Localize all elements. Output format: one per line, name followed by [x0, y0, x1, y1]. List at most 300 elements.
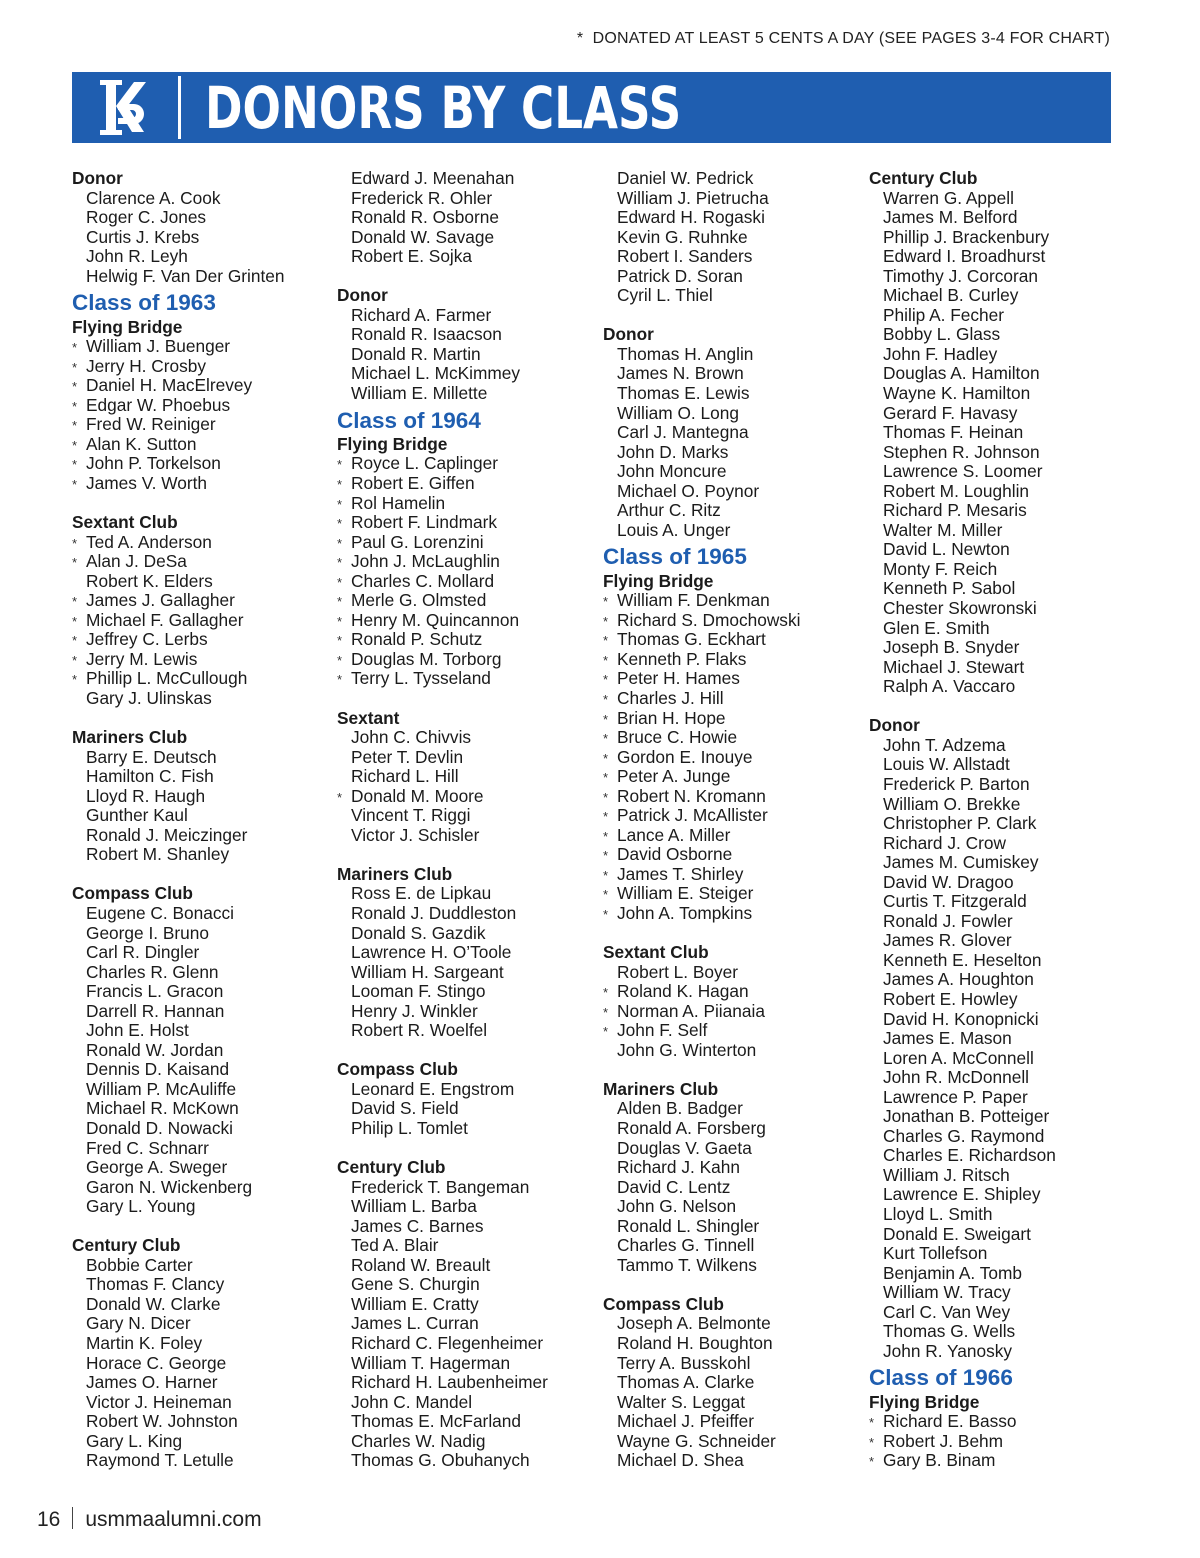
- donor-name-text: Donald W. Savage: [351, 226, 495, 247]
- donor-name-text: Lawrence E. Shipley: [883, 1184, 1041, 1205]
- column-3: [603, 169, 853, 1471]
- asterisk-icon: *: [337, 613, 343, 629]
- donor-name-text: Robert M. Shanley: [86, 844, 230, 865]
- donor-name-text: Wayne G. Schneider: [617, 1430, 776, 1451]
- donor-name: [337, 943, 587, 963]
- donor-name-text: Paul G. Lorenzini: [351, 531, 484, 552]
- page-title: DONORS BY CLASS: [205, 74, 682, 142]
- donor-name-text: Terry A. Busskohl: [617, 1352, 751, 1373]
- donor-name: [72, 572, 322, 592]
- donor-name: [603, 286, 853, 306]
- donor-name-text: William O. Brekke: [883, 793, 1021, 814]
- section-heading: Sextant: [337, 707, 400, 728]
- asterisk-icon: *: [337, 789, 343, 805]
- donor-name-text: Ted A. Anderson: [86, 531, 212, 552]
- asterisk-icon: *: [603, 828, 609, 844]
- donor-name: [337, 884, 587, 904]
- donor-name-text: Loren A. McConnell: [883, 1047, 1034, 1068]
- banner-divider: [178, 76, 181, 139]
- donor-name-text: Ralph A. Vaccaro: [883, 676, 1016, 697]
- donor-name: [869, 540, 1119, 560]
- donor-name-text: Lawrence P. Paper: [883, 1086, 1028, 1107]
- asterisk-icon: *: [603, 652, 609, 668]
- donor-name: [72, 1275, 322, 1295]
- donor-name-starred: [72, 611, 322, 631]
- asterisk-icon: *: [603, 848, 609, 864]
- page-footer: [37, 1507, 262, 1532]
- donor-name: [869, 873, 1119, 893]
- donor-name: [72, 982, 322, 1002]
- donor-name-text: Alan K. Sutton: [86, 433, 197, 454]
- donor-name-text: James R. Glover: [883, 930, 1012, 951]
- donor-name: [603, 267, 853, 287]
- asterisk-icon: *: [869, 1434, 875, 1450]
- asterisk-icon: *: [603, 809, 609, 825]
- donor-name-text: Cyril L. Thiel: [617, 285, 713, 306]
- donor-name: [603, 169, 853, 189]
- donor-name-text: Ronald L. Shingler: [617, 1215, 760, 1236]
- donor-name-text: Ronald J. Meiczinger: [86, 824, 248, 845]
- class-year-heading: Class of 1965: [603, 544, 747, 570]
- donor-name-starred: [603, 904, 853, 924]
- donor-name-starred: [337, 650, 587, 670]
- donor-name: [337, 1393, 587, 1413]
- donor-name-text: Robert J. Behm: [883, 1430, 1004, 1451]
- donor-name-text: Peter H. Hames: [617, 668, 740, 689]
- donor-name: [337, 364, 587, 384]
- donor-name: [869, 1127, 1119, 1147]
- asterisk-icon: *: [72, 457, 78, 473]
- donor-name-text: Arthur C. Ritz: [617, 500, 721, 521]
- donor-name: [72, 1354, 322, 1374]
- donor-name-text: William T. Hagerman: [351, 1352, 511, 1373]
- donor-name: [72, 1373, 322, 1393]
- donor-name-text: Raymond T. Letulle: [86, 1450, 234, 1471]
- donor-name-text: Roland H. Boughton: [617, 1333, 773, 1354]
- donor-name-text: Ronald J. Fowler: [883, 910, 1013, 931]
- asterisk-icon: *: [576, 30, 584, 47]
- donor-name-text: James N. Brown: [617, 363, 744, 384]
- donor-name-starred: [72, 396, 322, 416]
- donor-name-text: John Moncure: [617, 461, 727, 482]
- donor-name: [337, 1373, 587, 1393]
- donor-name: [337, 767, 587, 787]
- donor-name-text: Lloyd L. Smith: [883, 1203, 993, 1224]
- donor-name: [337, 1217, 587, 1237]
- donor-name-starred: [72, 591, 322, 611]
- donor-name: [337, 904, 587, 924]
- donor-name-text: Looman F. Stingo: [351, 981, 486, 1002]
- donor-name-text: John F. Hadley: [883, 343, 998, 364]
- section-heading: Mariners Club: [603, 1078, 719, 1099]
- donor-name: [337, 1002, 587, 1022]
- donor-name-text: Robert M. Loughlin: [883, 480, 1030, 501]
- donor-name-text: John C. Chivvis: [351, 727, 472, 748]
- donor-name: [603, 1236, 853, 1256]
- donor-name-text: Douglas V. Gaeta: [617, 1137, 752, 1158]
- asterisk-icon: *: [72, 613, 78, 629]
- donor-name-starred: [72, 630, 322, 650]
- asterisk-icon: *: [72, 633, 78, 649]
- donor-name-text: Carl C. Van Wey: [883, 1301, 1011, 1322]
- donor-name-text: Henry M. Quincannon: [351, 609, 520, 630]
- donor-name: [337, 1236, 587, 1256]
- donor-name-text: Phillip J. Brackenbury: [883, 226, 1050, 247]
- spacer: [337, 1041, 587, 1061]
- donor-name: [72, 689, 322, 709]
- asterisk-icon: *: [603, 789, 609, 805]
- section-heading: Sextant Club: [72, 512, 178, 533]
- donor-name-text: Louis A. Unger: [617, 519, 731, 540]
- donor-name-text: Douglas M. Torborg: [351, 648, 502, 669]
- donor-name-text: Kevin G. Ruhnke: [617, 226, 748, 247]
- donor-name: [72, 1002, 322, 1022]
- donor-name-text: Peter T. Devlin: [351, 746, 464, 767]
- donor-name-text: Lawrence S. Loomer: [883, 461, 1043, 482]
- donor-name: [869, 775, 1119, 795]
- donor-name: [869, 795, 1119, 815]
- donor-name: [603, 228, 853, 248]
- donor-name-text: Ronald A. Forsberg: [617, 1118, 766, 1138]
- donor-name-starred: [603, 591, 853, 611]
- donor-name-starred: [603, 650, 853, 670]
- donor-name-text: Douglas A. Hamilton: [883, 363, 1040, 384]
- donor-name-text: Daniel W. Pedrick: [617, 168, 754, 188]
- donor-name-text: Michael F. Gallagher: [86, 609, 244, 630]
- asterisk-icon: *: [72, 340, 78, 356]
- donor-name: [72, 1021, 322, 1041]
- donor-name: [72, 1080, 322, 1100]
- section-heading: Flying Bridge: [72, 316, 183, 337]
- donor-name: [869, 306, 1119, 326]
- donor-name-text: Merle G. Olmsted: [351, 590, 487, 611]
- donor-name: [337, 1197, 587, 1217]
- donor-name-text: Donald R. Martin: [351, 343, 481, 364]
- section-heading: Flying Bridge: [603, 570, 714, 591]
- donor-name-text: Charles W. Nadig: [351, 1430, 486, 1451]
- donor-name-text: David C. Lentz: [617, 1176, 731, 1197]
- spacer: [603, 306, 853, 326]
- donor-name-text: Chester Skowronski: [883, 598, 1037, 619]
- donor-name: [72, 267, 322, 287]
- donor-name: [72, 1197, 322, 1217]
- section-heading: Sextant Club: [603, 942, 709, 963]
- donor-name: [72, 1158, 322, 1178]
- donor-name-text: David W. Dragoo: [883, 871, 1014, 892]
- donor-name-starred: [72, 533, 322, 553]
- section-heading: Donor: [603, 324, 654, 345]
- donor-name-text: William J. Ritsch: [883, 1164, 1010, 1185]
- asterisk-icon: *: [603, 867, 609, 883]
- asterisk-icon: *: [72, 476, 78, 492]
- donor-name-text: John A. Tompkins: [617, 902, 753, 923]
- donor-name-text: Robert L. Boyer: [617, 961, 739, 982]
- page-number: 16: [37, 1508, 61, 1531]
- donor-name-text: Thomas A. Clarke: [617, 1372, 755, 1393]
- donor-name: [337, 189, 587, 209]
- donor-name: [869, 228, 1119, 248]
- donor-name: [72, 1393, 322, 1413]
- donor-name: [72, 1451, 322, 1471]
- donor-name-starred: [337, 669, 587, 689]
- asterisk-icon: *: [603, 613, 609, 629]
- donor-name: [869, 364, 1119, 384]
- donor-name-text: Richard A. Farmer: [351, 304, 492, 325]
- donor-name-text: James E. Mason: [883, 1028, 1012, 1049]
- asterisk-icon: *: [337, 594, 343, 610]
- asterisk-icon: *: [72, 359, 78, 375]
- donor-name: [603, 1412, 853, 1432]
- donor-name: [603, 1099, 853, 1119]
- donor-name-text: Norman A. Piianaia: [617, 1000, 765, 1021]
- donor-name: [603, 1373, 853, 1393]
- donor-name-text: Kenneth P. Flaks: [617, 648, 747, 669]
- donor-name-text: Edward I. Broadhurst: [883, 246, 1046, 267]
- donor-name-text: Michael B. Curley: [883, 285, 1019, 306]
- donor-name-starred: [337, 630, 587, 650]
- donor-name-starred: [603, 884, 853, 904]
- asterisk-icon: *: [72, 535, 78, 551]
- asterisk-icon: *: [603, 1024, 609, 1040]
- donor-name-text: Thomas E. McFarland: [351, 1411, 521, 1432]
- donor-name-text: Richard J. Crow: [883, 832, 1006, 853]
- donor-name-starred: [603, 728, 853, 748]
- donor-name-text: John P. Torkelson: [86, 453, 221, 474]
- donor-name-starred: [603, 767, 853, 787]
- donor-name-text: David Osborne: [617, 844, 733, 865]
- donor-name-text: Michael L. McKimmey: [351, 363, 521, 384]
- donor-name-starred: [337, 787, 587, 807]
- donor-name: [337, 1021, 587, 1041]
- donor-name-text: Clarence A. Cook: [86, 187, 221, 208]
- donor-name-text: Victor J. Heineman: [86, 1391, 232, 1412]
- donor-name-starred: [72, 552, 322, 572]
- donor-name-text: Barry E. Deutsch: [86, 746, 217, 767]
- donor-name-starred: [337, 474, 587, 494]
- donor-name: [869, 208, 1119, 228]
- donor-name: [869, 482, 1119, 502]
- asterisk-icon: *: [603, 633, 609, 649]
- donor-name: [603, 521, 853, 541]
- donor-name: [869, 404, 1119, 424]
- donor-name: [337, 247, 587, 267]
- donor-name-text: Gary L. King: [86, 1430, 183, 1451]
- asterisk-icon: *: [72, 652, 78, 668]
- donor-name: [337, 1334, 587, 1354]
- donor-name: [72, 1295, 322, 1315]
- donor-name: [869, 1322, 1119, 1342]
- donor-name: [337, 1119, 587, 1139]
- donor-name: [869, 325, 1119, 345]
- donor-name: [72, 748, 322, 768]
- donor-name-text: Helwig F. Van Der Grinten: [86, 265, 285, 286]
- donor-name-text: Jeffrey C. Lerbs: [86, 629, 208, 650]
- donor-name-text: Bruce C. Howie: [617, 727, 738, 748]
- donor-name: [869, 1342, 1119, 1362]
- section-heading: Mariners Club: [72, 727, 188, 748]
- donor-name: [603, 1158, 853, 1178]
- donor-name-text: William F. Denkman: [617, 590, 770, 611]
- donor-name: [603, 1217, 853, 1237]
- donor-name-text: Patrick D. Soran: [617, 265, 743, 286]
- donor-name: [869, 619, 1119, 639]
- donor-name: [72, 767, 322, 787]
- donor-name: [72, 1256, 322, 1276]
- donor-name-text: Edward J. Meenahan: [351, 168, 515, 188]
- donor-name-starred: [869, 1451, 1119, 1471]
- donor-name-starred: [72, 669, 322, 689]
- donor-name-text: Ronald R. Isaacson: [351, 324, 502, 345]
- donor-name-text: Michael O. Poynor: [617, 480, 760, 501]
- donor-name-text: Terry L. Tysseland: [351, 668, 491, 689]
- section-heading: Century Club: [337, 1157, 446, 1178]
- asterisk-icon: *: [72, 555, 78, 571]
- donor-name-text: Robert E. Sojka: [351, 246, 473, 267]
- donor-name: [869, 834, 1119, 854]
- donor-name: [72, 1119, 322, 1139]
- donor-name-text: Leonard E. Engstrom: [351, 1078, 515, 1099]
- donor-name: [869, 1225, 1119, 1245]
- section-heading: Compass Club: [72, 883, 193, 904]
- donor-name: [869, 736, 1119, 756]
- donor-name-text: Charles R. Glenn: [86, 961, 219, 982]
- donor-name: [337, 826, 587, 846]
- donor-name-text: Brian H. Hope: [617, 707, 726, 728]
- donor-name-text: John G. Nelson: [617, 1196, 737, 1217]
- donor-name-text: Horace C. George: [86, 1352, 227, 1373]
- donor-name-starred: [337, 572, 587, 592]
- donor-name: [869, 443, 1119, 463]
- donor-name-text: Donald D. Nowacki: [86, 1118, 233, 1138]
- donor-name-text: Charles J. Hill: [617, 687, 724, 708]
- donor-name-text: Joseph B. Snyder: [883, 637, 1020, 658]
- donor-name-text: Louis W. Allstadt: [883, 754, 1010, 775]
- section-heading: Century Club: [869, 168, 978, 188]
- donor-name-text: James A. Houghton: [883, 969, 1034, 990]
- donor-name-starred: [337, 494, 587, 514]
- donor-name: [603, 1119, 853, 1139]
- donor-name-text: Lloyd R. Haugh: [86, 785, 206, 806]
- donor-name-text: Michael J. Pfeiffer: [617, 1411, 755, 1432]
- donor-name-starred: [603, 709, 853, 729]
- donor-name: [337, 806, 587, 826]
- donor-name-text: Ted A. Blair: [351, 1235, 439, 1256]
- donor-name: [869, 384, 1119, 404]
- donor-name-text: Curtis J. Krebs: [86, 226, 200, 247]
- asterisk-icon: *: [603, 887, 609, 903]
- donor-name-text: James L. Curran: [351, 1313, 479, 1334]
- donor-name: [72, 1432, 322, 1452]
- spacer: [337, 689, 587, 709]
- donor-name-text: Lawrence H. O’Toole: [351, 942, 512, 963]
- donor-name-text: Thomas G. Wells: [883, 1321, 1016, 1342]
- donor-name-text: Charles G. Tinnell: [617, 1235, 755, 1256]
- donor-name: [603, 963, 853, 983]
- donor-name-text: Jerry M. Lewis: [86, 648, 198, 669]
- donor-name: [337, 963, 587, 983]
- donation-note: [577, 30, 1110, 48]
- donor-name-text: Gary J. Ulinskas: [86, 687, 212, 708]
- class-year-heading: Class of 1966: [869, 1365, 1013, 1391]
- donor-name: [869, 1166, 1119, 1186]
- donor-name-text: Robert W. Johnston: [86, 1411, 238, 1432]
- donor-name: [869, 1029, 1119, 1049]
- donor-name: [603, 1432, 853, 1452]
- donor-name-text: Ronald W. Jordan: [86, 1039, 224, 1060]
- donor-name: [72, 1060, 322, 1080]
- donor-name-starred: [337, 611, 587, 631]
- asterisk-icon: *: [337, 457, 343, 473]
- donor-name-text: John R. McDonnell: [883, 1067, 1029, 1088]
- donor-name-text: William L. Barba: [351, 1196, 477, 1217]
- donor-name-text: Gary N. Dicer: [86, 1313, 191, 1334]
- donor-name: [337, 728, 587, 748]
- donor-name: [603, 462, 853, 482]
- donor-name: [337, 1178, 587, 1198]
- donor-name-text: Richard S. Dmochowski: [617, 609, 801, 630]
- donor-name-starred: [337, 513, 587, 533]
- donor-name: [869, 1303, 1119, 1323]
- donor-name: [869, 521, 1119, 541]
- donor-name-starred: [603, 611, 853, 631]
- asterisk-icon: *: [603, 906, 609, 922]
- asterisk-icon: *: [337, 496, 343, 512]
- donor-name-text: Thomas G. Eckhart: [617, 629, 766, 650]
- donation-note-text: DONATED AT LEAST 5 CENTS A DAY (SEE PAGES 3-4 FOR CHART): [592, 30, 1110, 47]
- donor-name: [869, 951, 1119, 971]
- donor-name-text: John G. Winterton: [617, 1039, 757, 1060]
- donor-name: [869, 286, 1119, 306]
- donor-name: [337, 1451, 587, 1471]
- donor-name-starred: [869, 1432, 1119, 1452]
- asterisk-icon: *: [603, 691, 609, 707]
- donor-name-text: Michael J. Stewart: [883, 656, 1025, 677]
- website-link[interactable]: usmmaalumni.com: [85, 1508, 262, 1531]
- donor-name: [72, 943, 322, 963]
- donor-name-text: William E. Cratty: [351, 1293, 479, 1314]
- donor-name-text: Bobby L. Glass: [883, 324, 1001, 345]
- donor-name-text: Donald M. Moore: [351, 785, 484, 806]
- donor-name: [72, 1139, 322, 1159]
- asterisk-icon: *: [337, 633, 343, 649]
- donor-name-starred: [603, 787, 853, 807]
- donor-name-text: Christopher P. Clark: [883, 813, 1037, 834]
- donor-name-text: Gunther Kaul: [86, 805, 188, 826]
- donor-name-starred: [337, 552, 587, 572]
- donor-name: [869, 345, 1119, 365]
- donor-name-text: Gary L. Young: [86, 1196, 196, 1217]
- donor-name-starred: [72, 357, 322, 377]
- asterisk-icon: *: [72, 672, 78, 688]
- donor-name: [603, 1197, 853, 1217]
- donor-name: [603, 1354, 853, 1374]
- donor-name: [72, 826, 322, 846]
- asterisk-icon: *: [72, 379, 78, 395]
- donor-name-text: Richard L. Hill: [351, 766, 459, 787]
- donor-name: [869, 1088, 1119, 1108]
- donor-name: [869, 247, 1119, 267]
- column-4: [869, 169, 1119, 1471]
- donor-name-text: Monty F. Reich: [883, 558, 998, 579]
- donor-name: [337, 325, 587, 345]
- donor-name: [72, 1314, 322, 1334]
- donor-name: [603, 1314, 853, 1334]
- donor-name: [603, 1334, 853, 1354]
- donor-name: [869, 1283, 1119, 1303]
- donor-name: [72, 1412, 322, 1432]
- donor-name: [603, 364, 853, 384]
- donor-name-text: Royce L. Caplinger: [351, 453, 498, 474]
